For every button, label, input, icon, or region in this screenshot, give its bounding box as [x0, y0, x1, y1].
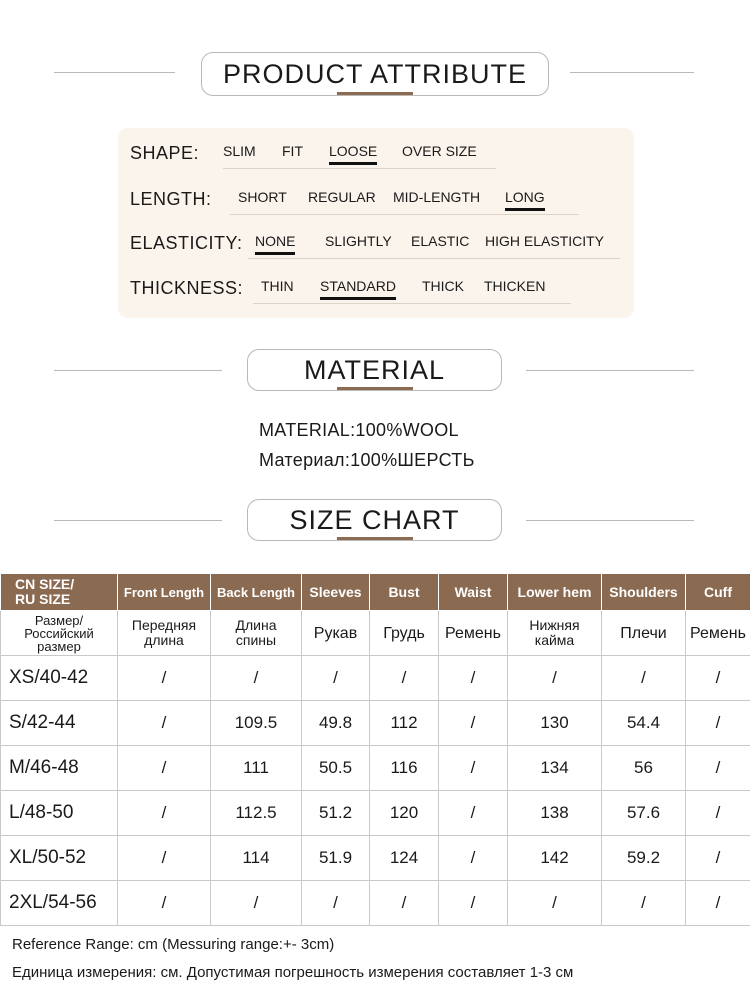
value-cell: / — [118, 656, 211, 701]
attr-option: ELASTIC — [411, 233, 470, 249]
header-cell-ru: Длина спины — [211, 611, 302, 656]
value-cell: / — [370, 656, 439, 701]
value-cell: 49.8 — [302, 701, 370, 746]
value-cell: / — [118, 836, 211, 881]
value-cell: 112.5 — [211, 791, 302, 836]
value-cell: / — [686, 746, 750, 791]
value-cell: 130 — [508, 701, 602, 746]
value-cell: 120 — [370, 791, 439, 836]
value-cell: / — [302, 656, 370, 701]
header-row-ru — [1, 611, 750, 656]
table-row — [1, 656, 750, 701]
value-cell: / — [686, 881, 750, 926]
size-cell: L/48-50 — [1, 791, 118, 836]
size-cell: 2XL/54-56 — [1, 881, 118, 926]
value-cell: / — [508, 656, 602, 701]
header-cell-ru: Ремень — [686, 611, 750, 656]
title-accent-bar — [337, 387, 413, 390]
attr-option: THICK — [422, 278, 464, 294]
attr-label: THICKNESS: — [130, 278, 244, 298]
value-cell: / — [439, 881, 508, 926]
value-cell: / — [439, 746, 508, 791]
value-cell: 54.4 — [602, 701, 686, 746]
value-cell: 114 — [211, 836, 302, 881]
size-cell: S/42-44 — [1, 701, 118, 746]
attr-baseline — [253, 303, 571, 304]
attr-label: SHAPE: — [130, 143, 200, 163]
header-cell-ru: Рукав — [302, 611, 370, 656]
attribute-panel — [118, 128, 634, 318]
attr-option-selected: STANDARD — [320, 278, 396, 294]
value-cell: 109.5 — [211, 701, 302, 746]
header-cell: Front Length — [118, 574, 211, 611]
attr-option: MID-LENGTH — [393, 189, 481, 205]
size-cell: XL/50-52 — [1, 836, 118, 881]
value-cell: / — [602, 881, 686, 926]
table-row — [1, 701, 750, 746]
value-cell: / — [118, 881, 211, 926]
section-title-pill — [201, 52, 549, 96]
size-cell: M/46-48 — [1, 746, 118, 791]
header-cell-ru: Ремень — [439, 611, 508, 656]
attr-option: THIN — [261, 278, 294, 294]
section-title-pill — [247, 499, 502, 541]
attr-option: FIT — [282, 143, 303, 159]
value-cell: / — [686, 701, 750, 746]
attr-option: REGULAR — [308, 189, 376, 205]
table-row — [1, 836, 750, 881]
value-cell: 56 — [602, 746, 686, 791]
material-text-ru: Материал:100%ШЕРСТЬ — [259, 450, 475, 470]
value-cell: / — [439, 701, 508, 746]
value-cell: 134 — [508, 746, 602, 791]
value-cell: / — [439, 656, 508, 701]
attr-option-selected: NONE — [255, 233, 296, 249]
table-row — [1, 881, 750, 926]
value-cell: / — [211, 656, 302, 701]
section-title: SIZE CHART — [289, 504, 460, 535]
size-chart-header — [0, 498, 750, 542]
header-cell: Cuff — [686, 574, 750, 611]
footnote-en: Reference Range: cm (Messuring range:+- 3cm) — [12, 936, 335, 953]
value-cell: / — [118, 701, 211, 746]
value-cell: / — [118, 791, 211, 836]
value-cell: / — [508, 881, 602, 926]
divider-left — [54, 370, 222, 371]
size-chart-table — [0, 573, 750, 926]
header-cell: Lower hem — [508, 574, 602, 611]
attr-baseline — [248, 258, 620, 259]
header-cell-ru: Плечи — [602, 611, 686, 656]
attr-option-selected: LOOSE — [329, 143, 378, 159]
header-cell-ru: Грудь — [370, 611, 439, 656]
attr-option: SHORT — [238, 189, 287, 205]
value-cell: / — [439, 791, 508, 836]
divider-right — [526, 520, 694, 521]
value-cell: / — [118, 746, 211, 791]
attr-baseline — [223, 168, 496, 169]
table-row — [1, 791, 750, 836]
section-title-pill — [247, 349, 502, 391]
table-row — [1, 746, 750, 791]
material-text-en: MATERIAL:100%WOOL — [259, 420, 459, 440]
value-cell: / — [302, 881, 370, 926]
value-cell: / — [686, 836, 750, 881]
header-cell-ru: Передняя длина — [118, 611, 211, 656]
value-cell: 111 — [211, 746, 302, 791]
value-cell: 50.5 — [302, 746, 370, 791]
header-cell-ru: Размер/ Российский размер — [1, 611, 118, 656]
value-cell: 138 — [508, 791, 602, 836]
attr-option: OVER SIZE — [402, 143, 477, 159]
size-cell: XS/40-42 — [1, 656, 118, 701]
divider-left — [54, 520, 222, 521]
product-attribute-header — [0, 50, 750, 98]
value-cell: 59.2 — [602, 836, 686, 881]
attr-label: LENGTH: — [130, 189, 212, 209]
divider-right — [526, 370, 694, 371]
title-accent-bar — [337, 537, 413, 540]
section-title: MATERIAL — [303, 354, 446, 385]
header-cell: Back Length — [211, 574, 302, 611]
header-cell: CN SIZE/ RU SIZE — [1, 574, 118, 611]
title-accent-bar — [337, 92, 413, 95]
footnote-ru: Единица измерения: см. Допустимая погрешность измерения составляет 1-3 см — [12, 964, 574, 981]
header-cell: Waist — [439, 574, 508, 611]
value-cell: / — [602, 656, 686, 701]
value-cell: 51.2 — [302, 791, 370, 836]
material-header — [0, 348, 750, 392]
attr-label: ELASTICITY: — [130, 233, 243, 253]
value-cell: / — [211, 881, 302, 926]
attr-option: HIGH ELASTICITY — [485, 233, 605, 249]
divider-left — [54, 72, 175, 73]
attr-option: THICKEN — [484, 278, 546, 294]
header-cell: Bust — [370, 574, 439, 611]
value-cell: 57.6 — [602, 791, 686, 836]
attr-option: SLIM — [223, 143, 256, 159]
value-cell: 124 — [370, 836, 439, 881]
value-cell: 142 — [508, 836, 602, 881]
value-cell: 51.9 — [302, 836, 370, 881]
divider-right — [570, 72, 694, 73]
value-cell: 116 — [370, 746, 439, 791]
section-title: PRODUCT ATTRIBUTE — [222, 58, 528, 89]
header-cell: Shoulders — [602, 574, 686, 611]
value-cell: / — [370, 881, 439, 926]
value-cell: / — [686, 791, 750, 836]
header-row-en — [1, 574, 750, 611]
attr-option: SLIGHTLY — [325, 233, 392, 249]
value-cell: / — [686, 656, 750, 701]
value-cell: / — [439, 836, 508, 881]
value-cell: 112 — [370, 701, 439, 746]
header-cell-ru: Нижняя кайма — [508, 611, 602, 656]
header-cell: Sleeves — [302, 574, 370, 611]
attr-baseline — [230, 214, 579, 215]
attr-option-selected: LONG — [505, 189, 545, 205]
